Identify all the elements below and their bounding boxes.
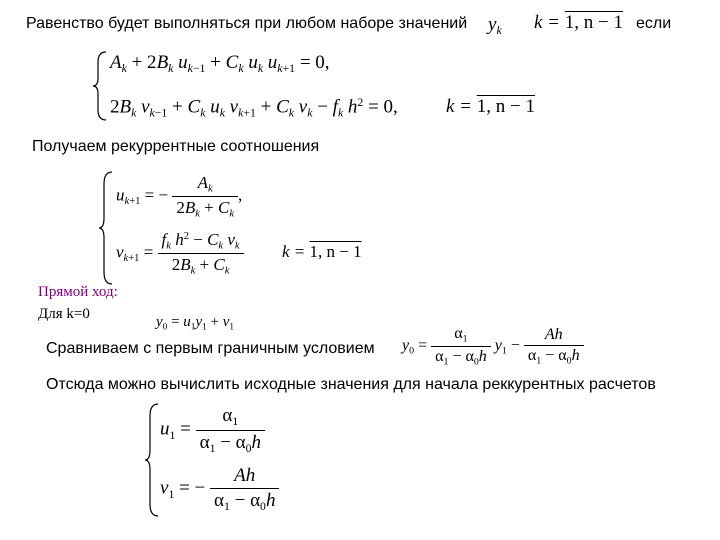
system3-v1: $v_1$ = − $\frac{Ah}{\alpha_1 - \alpha_0h}$ xyxy=(160,464,279,515)
v1-fraction: $\frac{Ah}{\alpha_1 - \alpha_0h}$ xyxy=(210,464,279,515)
overlap-yk: $y_k$ xyxy=(488,14,502,38)
brace-1 xyxy=(92,50,108,122)
system1-eq2: $2B_k$ $v_{k-1} + C_k$ $u_k$ $v_{k+1} + C_k$ $v_k - f_k$ $h^2 = 0$, xyxy=(110,96,398,120)
line2-text: Получаем рекуррентные соотношения xyxy=(32,138,320,155)
boundary-frac2: $\frac{Ah}{\alpha_1 - \alpha_0h}$ xyxy=(524,325,584,368)
system1-range: k = 1, n − 1 xyxy=(446,96,535,117)
forward-k0: Для k=0 xyxy=(38,306,90,322)
brace-2 xyxy=(98,170,114,286)
line1-text: Равенство будет выполняться при любом наборе значений xyxy=(26,15,468,32)
forward-title: Прямой ход: xyxy=(38,284,118,300)
brace-3 xyxy=(144,402,160,518)
system1-eq1: $A_k + 2B_k$ $u_{k-1} + C_k$ $u_k$ $u_{k+1} = 0$, xyxy=(110,52,330,76)
system3-u1: $u_1$ = $\frac{\alpha_1}{\alpha_1 - \alpha_0h}$ xyxy=(160,404,265,457)
line1-suffix: если xyxy=(636,15,672,32)
boundary-frac1: $\frac{\alpha_1}{\alpha_1 - \alpha_0h}$ xyxy=(431,324,491,369)
u-fraction: $\frac{A_k}{2B_k + C_k}$ xyxy=(172,172,238,221)
boundary-equation: $y_0$ = $\frac{\alpha_1}{\alpha_1 - \alpha_0h}$ $y_1$ − $\frac{Ah}{\alpha_1 - \alpha_0h}$ xyxy=(402,324,584,369)
y0-equation: $y_0 = u_1y_1 + v_1$ xyxy=(156,314,235,333)
system2-u: $u_{k+1}$ = − $\frac{A_k}{2B_k + C_k}$ , xyxy=(116,173,243,220)
v-fraction: $\frac{f_k h^2 - C_k v_k}{2B_k + C_k}$ xyxy=(158,229,244,278)
u1-fraction: $\frac{\alpha_1}{\alpha_1 - \alpha_0h}$ xyxy=(196,404,265,457)
system2-v: $v_{k+1}$ = $\frac{f_k h^2 - C_k v_k}{2B_k + C_k}$ xyxy=(116,229,244,278)
system2-range: k = 1, n − 1 xyxy=(282,242,362,261)
line4-text: Отсюда можно вычислить исходные значения для начала реккурентных расчетов xyxy=(46,376,656,393)
line3-text: Сравниваем с первым граничным условием xyxy=(46,340,375,357)
line1-condition: k = 1, n − 1 xyxy=(534,12,623,33)
